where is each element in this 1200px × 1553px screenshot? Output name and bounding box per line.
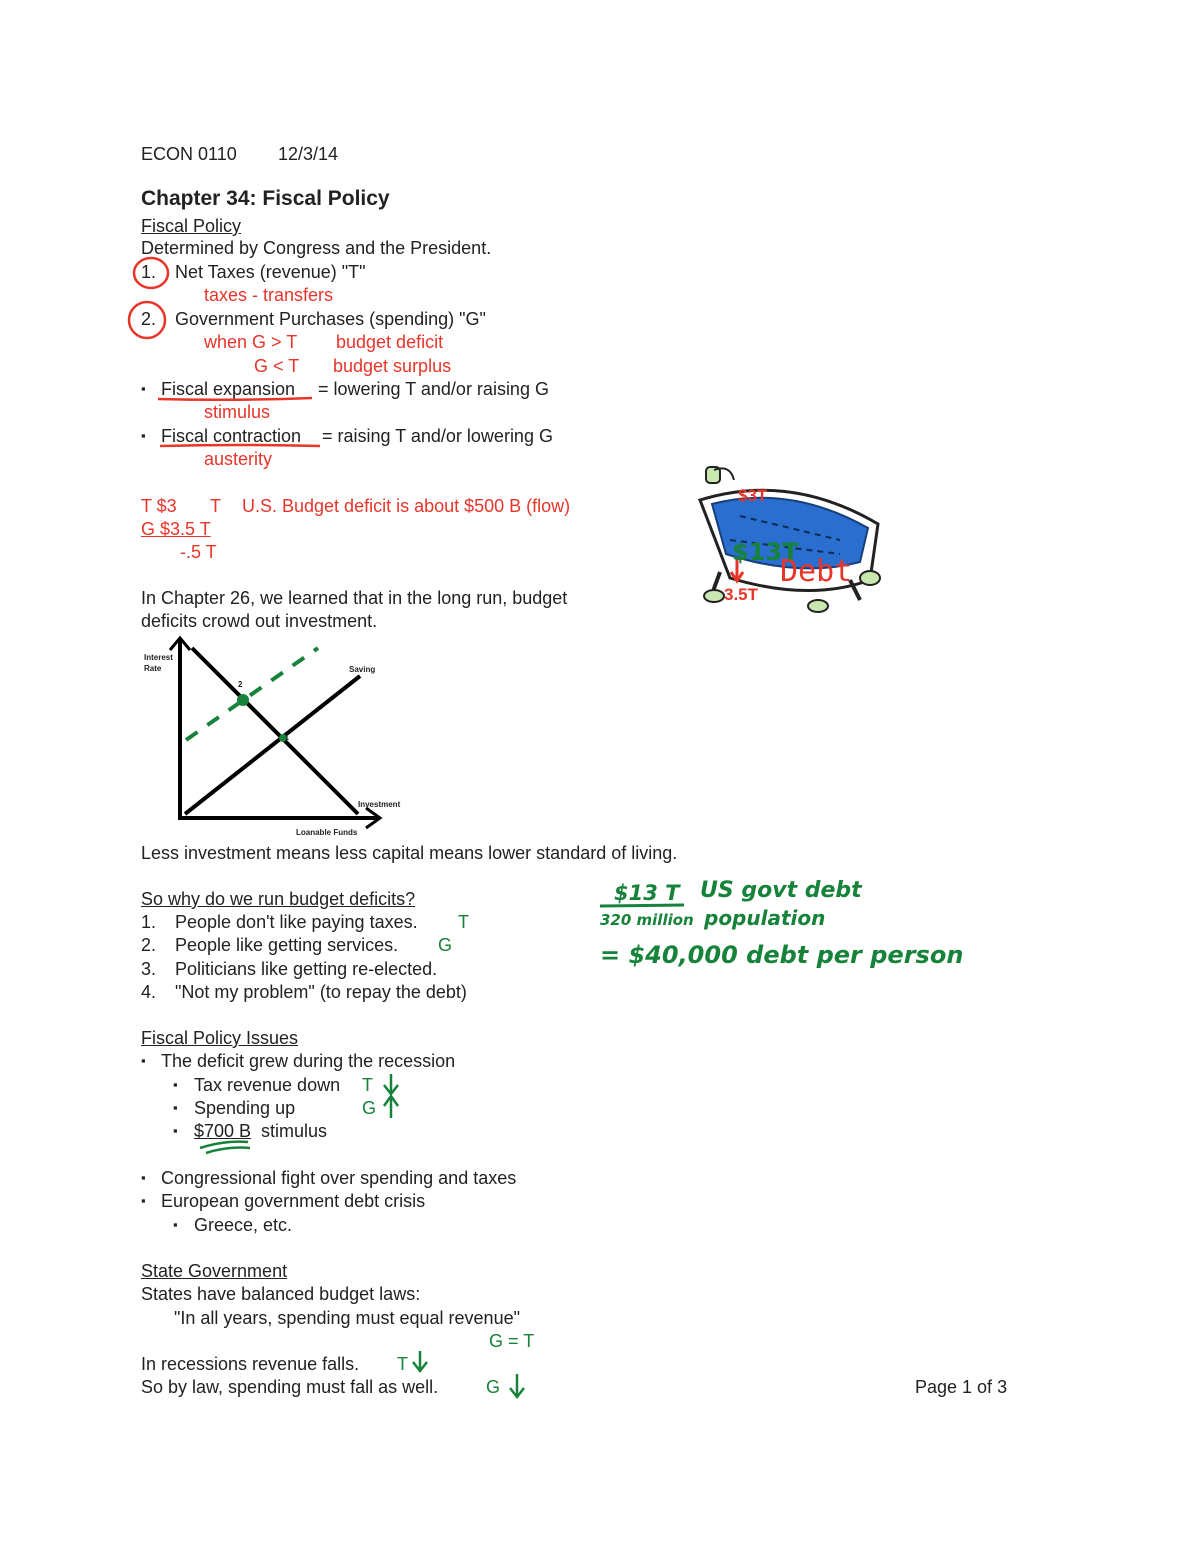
budget-surplus-label: budget surplus (333, 356, 452, 376)
fiscal-contraction-definition: = raising T and/or lowering G (317, 426, 553, 446)
fiscal-policy-heading: Fiscal Policy (141, 216, 242, 236)
law-text: So by law, spending must fall as well. (141, 1377, 439, 1397)
stimulus-text: stimulus (256, 1121, 328, 1141)
less-investment-text: Less investment means less capital means lower standard of living. (141, 843, 678, 863)
chapter26-line1: In Chapter 26, we learned that in the long run, budget (141, 588, 568, 608)
item2-text: Government Purchases (spending) "G" (175, 309, 486, 329)
item2-number: 2. (141, 309, 157, 329)
outflow-label: 3.5T (724, 585, 759, 604)
spending-tag: G (362, 1098, 377, 1118)
course-code: ECON 0110 (141, 144, 237, 164)
state-balanced-budget: States have balanced budget laws: (141, 1284, 421, 1304)
stimulus-scribble (200, 1142, 250, 1153)
law-tag: G (486, 1377, 501, 1397)
item1-note: taxes - transfers (204, 285, 334, 305)
state-heading: State Government (141, 1261, 288, 1281)
balanced-equation: G = T (489, 1331, 535, 1351)
lecture-date: 12/3/14 (278, 144, 339, 164)
investment-label: Investment (358, 800, 401, 809)
bullet: ▪ (173, 1077, 178, 1092)
determined-text: Determined by Congress and the President. (141, 238, 492, 258)
state-quote: "In all years, spending must equal revenue" (174, 1308, 520, 1328)
recession-text: In recessions revenue falls. (141, 1354, 360, 1374)
item1-text: Net Taxes (revenue) "T" (175, 262, 366, 282)
why-number-4: 4. (141, 982, 157, 1002)
up-arrow-icon (384, 1096, 398, 1118)
down-arrow-icon (510, 1374, 524, 1397)
point-1-label: 1 (285, 735, 289, 742)
saving-label: Saving (349, 665, 376, 674)
population-denominator: 320 million (600, 911, 694, 929)
why-number-3: 3. (141, 959, 157, 979)
stimulus-amount: $700 B (194, 1121, 252, 1141)
spending-up: Spending up (194, 1098, 296, 1118)
when-surplus: G < T (254, 356, 300, 376)
chapter26-line2: deficits crowd out investment. (141, 611, 378, 631)
budget-deficit-label: budget deficit (336, 332, 444, 352)
why-number-1: 1. (141, 912, 157, 932)
tax-revenue-tag: T (362, 1075, 373, 1095)
why-deficits-heading: So why do we run budget deficits? (141, 889, 416, 909)
inflow-label: $3T (738, 486, 768, 505)
issues-heading: Fiscal Policy Issues (141, 1028, 299, 1048)
page-number: Page 1 of 3 (915, 1377, 1008, 1397)
spending-amount: G $3.5 T (141, 519, 211, 539)
chapter-title: Chapter 34: Fiscal Policy (141, 187, 390, 210)
bullet: ▪ (173, 1100, 178, 1115)
taxes-amount: T $3 (141, 496, 177, 516)
why-text-3: Politicians like getting re-elected. (175, 959, 438, 979)
bullet: ▪ (141, 1053, 146, 1068)
down-arrow-icon (384, 1074, 398, 1094)
bullet: ▪ (173, 1123, 178, 1138)
x-axis-label: Loanable Funds (296, 828, 358, 837)
fiscal-expansion-term: Fiscal expansion (161, 379, 296, 399)
debt-label: Debt (780, 554, 853, 589)
recession-tag: T (397, 1354, 408, 1374)
bullet: ▪ (141, 381, 146, 396)
why-tag-2: G (438, 935, 453, 955)
bullet: ▪ (141, 1193, 146, 1208)
y-axis-label-1: Interest (144, 653, 173, 662)
why-text-1: People don't like paying taxes. (175, 912, 418, 932)
difference: -.5 T (180, 542, 217, 562)
point-2-label: 2 (238, 680, 243, 689)
bullet: ▪ (141, 1170, 146, 1185)
when-deficit: when G > T (204, 332, 298, 352)
taxes-unit: T (210, 496, 221, 516)
bullet: ▪ (141, 428, 146, 443)
debt-per-person: = $40,000 debt per person (600, 941, 964, 969)
population-label: population (704, 906, 826, 930)
stock-label: $13T (732, 538, 799, 566)
issue-europe: European government debt crisis (161, 1191, 426, 1211)
debt-numerator-label: US govt debt (700, 878, 862, 903)
why-number-2: 2. (141, 935, 157, 955)
debt-numerator: $13 T (614, 881, 680, 905)
fiscal-contraction-term: Fiscal contraction (161, 426, 302, 446)
issue-congress: Congressional fight over spending and taxes (161, 1168, 517, 1188)
why-text-4: "Not my problem" (to repay the debt) (175, 982, 467, 1002)
budget-deficit-note: U.S. Budget deficit is about $500 B (flow) (242, 496, 571, 516)
greece-text: Greece, etc. (194, 1215, 293, 1235)
tax-revenue-down: Tax revenue down (194, 1075, 341, 1095)
issue-recession: The deficit grew during the recession (161, 1051, 456, 1071)
why-tag-1: T (458, 912, 469, 932)
item1-number: 1. (141, 262, 157, 282)
stimulus-note: stimulus (204, 402, 271, 422)
bullet: ▪ (173, 1217, 178, 1232)
why-text-2: People like getting services. (175, 935, 399, 955)
fiscal-expansion-definition: = lowering T and/or raising G (313, 379, 549, 399)
austerity-note: austerity (204, 449, 273, 469)
y-axis-label-2: Rate (144, 664, 162, 673)
down-arrow-icon (413, 1351, 427, 1371)
